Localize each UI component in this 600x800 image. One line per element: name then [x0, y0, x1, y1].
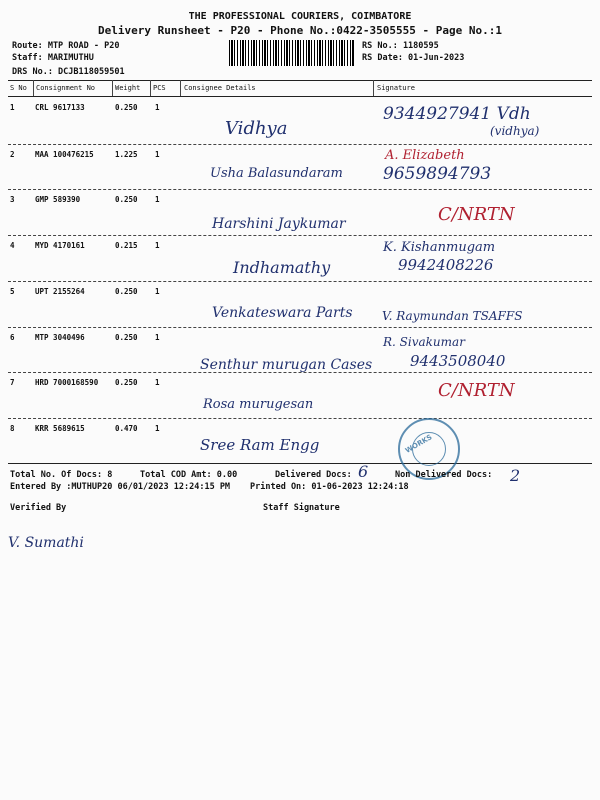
row-weight: 0.470: [115, 424, 138, 433]
non-delivered-count: 2: [510, 466, 521, 485]
total-cod: Total COD Amt: 0.00: [140, 470, 238, 480]
table-bottom-rule: [8, 463, 592, 464]
row-weight: 0.215: [115, 241, 138, 250]
col-divider: [180, 80, 181, 96]
route-label: Route: MTP ROAD - P20: [12, 41, 120, 51]
row-signature: K. Kishanmugam: [383, 240, 496, 255]
row-weight: 0.250: [115, 103, 138, 112]
non-delivered-docs: Non Delivered Docs:: [395, 470, 493, 480]
row-pcs: 1: [155, 287, 160, 296]
row-consignee: Indhamathy: [233, 258, 331, 277]
row-sno: 1: [10, 103, 15, 112]
row-consignee: Sree Ram Engg: [200, 436, 320, 454]
row-pcs: 1: [155, 333, 160, 342]
row-consignment: UPT 2155264: [35, 287, 85, 296]
row-weight: 0.250: [115, 333, 138, 342]
verified-by-label: Verified By: [10, 503, 67, 513]
row-consignee: Harshini Jaykumar: [212, 216, 346, 232]
row-pcs: 1: [155, 424, 160, 433]
col-divider: [33, 80, 34, 96]
row-weight: 0.250: [115, 378, 138, 387]
row-pcs: 1: [155, 103, 160, 112]
row-consignment: KRR 5689615: [35, 424, 85, 433]
row-sno: 5: [10, 287, 15, 296]
row-separator: [8, 189, 592, 190]
staff-label: Staff: MARIMUTHU: [12, 53, 94, 63]
total-docs: Total No. Of Docs: 8: [10, 470, 113, 480]
row-signature: C/NRTN: [438, 380, 515, 401]
row-separator: [8, 372, 592, 373]
printed-on: Printed On: 01-06-2023 12:24:18: [250, 482, 409, 492]
row-sno: 6: [10, 333, 15, 342]
row-sno: 8: [10, 424, 15, 433]
row-weight: 0.250: [115, 195, 138, 204]
row-separator: [8, 418, 592, 419]
col-header-consignee: Consignee Details: [184, 84, 256, 92]
row-weight: 0.250: [115, 287, 138, 296]
row-pcs: 1: [155, 195, 160, 204]
row-sno: 3: [10, 195, 15, 204]
row-separator: [8, 235, 592, 236]
col-divider: [373, 80, 374, 96]
row-sno: 2: [10, 150, 15, 159]
row-consignee: Venkateswara Parts: [212, 305, 353, 321]
table-top-rule: [8, 80, 592, 81]
company-name: THE PROFESSIONAL COURIERS, COIMBATORE: [188, 11, 412, 22]
rs-number: RS No.: 1180595: [362, 41, 439, 51]
runsheet-title: Delivery Runsheet - P20 - Phone No.:0422-3505555 - Page No.:1: [98, 24, 502, 37]
row-weight: 1.225: [115, 150, 138, 159]
row-consignment: GMP 589390: [35, 195, 81, 204]
rs-date: RS Date: 01-Jun-2023: [362, 53, 465, 63]
row-pcs: 1: [155, 241, 160, 250]
col-divider: [150, 80, 151, 96]
row-sno: 4: [10, 241, 15, 250]
row-signature: C/NRTN: [438, 204, 515, 225]
row-signature-note: 9443508040: [410, 352, 506, 370]
col-divider: [112, 80, 113, 96]
row-consignment: MAA 100476215: [35, 150, 94, 159]
row-signature: V. Raymundan TSAFFS: [382, 309, 523, 323]
table-header-rule: [8, 96, 592, 97]
barcode: [229, 40, 354, 66]
col-header-weight: Weight: [115, 84, 141, 92]
verifier-signature: V. Sumathi: [8, 535, 84, 551]
row-separator: [8, 281, 592, 282]
col-header-pcs: PCS: [153, 84, 166, 92]
row-separator: [8, 144, 592, 145]
row-consignment: HRD 7000168590: [35, 378, 99, 387]
row-sno: 7: [10, 378, 15, 387]
row-consignee: Vidhya: [225, 118, 288, 139]
row-pcs: 1: [155, 378, 160, 387]
col-header-signature: Signature: [377, 84, 415, 92]
row-separator: [8, 327, 592, 328]
row-signature-note: 9659894793: [383, 164, 492, 184]
entered-by: Entered By :MUTHUP20 06/01/2023 12:24:15 PM: [10, 482, 231, 492]
row-consignee: Rosa murugesan: [203, 397, 314, 412]
drs-number: DRS No.: DCJB118059501: [12, 67, 125, 77]
col-header-sno: S No: [10, 84, 27, 92]
row-consignee: Senthur murugan Cases: [200, 357, 373, 373]
row-signature: 9344927941 Vdh: [383, 104, 531, 124]
stamp-text: WORKS: [403, 433, 434, 455]
row-consignment: MYD 4170161: [35, 241, 85, 250]
row-signature: A. Elizabeth: [385, 148, 465, 163]
delivered-count: 6: [358, 462, 369, 481]
row-consignee: Usha Balasundaram: [210, 166, 343, 181]
row-consignment: CRL 9617133: [35, 103, 85, 112]
row-signature-note: (vidhya): [490, 124, 540, 138]
staff-signature-label: Staff Signature: [263, 503, 340, 513]
row-consignment: MTP 3040496: [35, 333, 85, 342]
row-signature-note: 9942408226: [398, 256, 494, 274]
row-signature: R. Sivakumar: [383, 335, 465, 349]
row-pcs: 1: [155, 150, 160, 159]
delivered-docs: Delivered Docs:: [275, 470, 352, 480]
col-header-consignment: Consignment No: [36, 84, 96, 92]
